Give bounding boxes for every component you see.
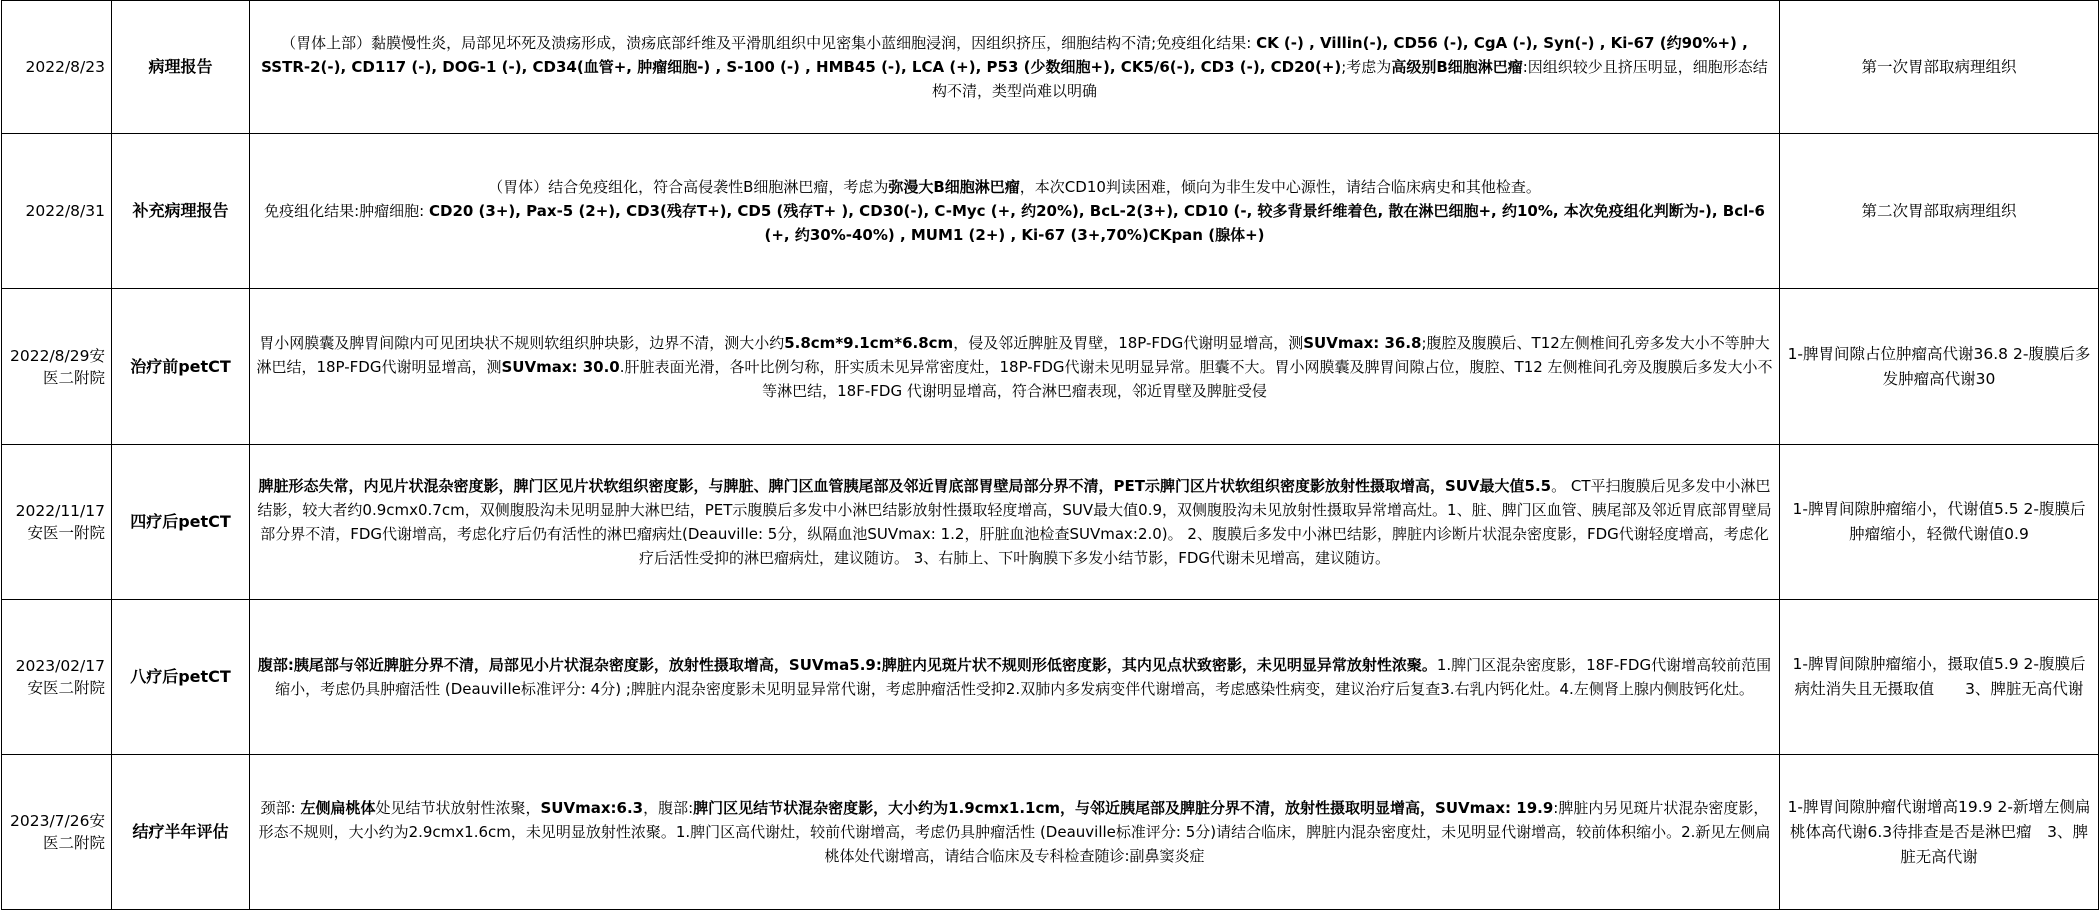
table-row [2,134,2099,289]
bold-text-segment: 高级别B细胞淋巴瘤 [1391,58,1523,76]
row-content [250,289,1780,445]
bold-text-segment: CD20 (3+), Pax-5 (2+), CD3(残存T+), CD5 (残存T+ ), CD30(-), C-Myc (+, 约20%), BcL-2(3+), CD10 (-, 较多背景纤维着色, 散在淋巴细胞+, 约10%, 本次免疫组化判断为-), Bcl-6 (+, 约30%-40%) , MUM1 (2+) , Ki-67 (3+,70%)CKpan (腺体+) [428,202,1765,244]
row-date: 2022/8/23 [2,1,112,134]
row-note: 1-脾胃间隙肿瘤缩小，代谢值5.5 2-腹膜后肿瘤缩小，轻微代谢值0.9 [1780,445,2099,600]
row-date: 2023/7/26安医二附院 [2,755,112,910]
table-row [2,755,2099,910]
row-content [250,755,1780,910]
row-date: 2022/8/29安医二附院 [2,289,112,445]
row-content [250,134,1780,289]
row-note: 第二次胃部取病理组织 [1780,134,2099,289]
table-row [2,600,2099,755]
bold-text-segment: 脾门区见结节状混杂密度影，大小约为1.9cmx1.1cm，与邻近胰尾部及脾脏分界不清，放射性摄取明显增高，SUVmax: 19.9 [693,799,1554,817]
row-note: 第一次胃部取病理组织 [1780,1,2099,134]
text-segment: 处见结节状放射性浓聚， [375,799,541,817]
text-segment: ，侵及邻近脾脏及胃壁，18P-FDG代谢明显增高，测 [953,333,1304,352]
table-row [2,1,2099,134]
text-segment: 颈部: [260,799,301,817]
bold-text-segment: 弥漫大B细胞淋巴瘤 [888,178,1020,196]
row-type: 补充病理报告 [112,134,250,289]
text-segment: :因组织较少且挤压明显，细胞形态结构不清，类型尚难以明确 [931,58,1768,100]
row-type: 结疗半年评估 [112,755,250,910]
text-segment: :脾脏内另见斑片状混杂密度影，形态不规则，大小约为2.9cmx1.6cm，未见明显放射性浓聚。1.脾门区高代谢灶，较前代谢增高，考虑仍具肿瘤活性 (Deauville标准评分: 5分)请结合临床，脾脏内混杂密度灶，未见明显代谢增高，较前体积缩小。2.新见左侧扁桃体处代谢增高，请结合临床及专科检查随诊:副鼻窦炎症 [258,799,1771,865]
text-segment: .肝脏表面光滑，各叶比例匀称，肝实质未见异常密度灶，18P-FDG代谢未见明显异常。胆囊不大。胃小网膜囊及脾胃间隙占位，腹腔、T12 左侧椎间孔旁及腹膜后多发大小不等淋巴结，18F-FDG 代谢明显增高，符合淋巴瘤表现，邻近胃壁及脾脏受侵 [619,357,1773,400]
text-segment: 免疫组化结果:肿瘤细胞: [264,202,429,220]
text-segment: （胃体）结合免疫组化，符合高侵袭性B细胞淋巴瘤，考虑为 [488,178,889,196]
text-segment: ，本次CD10判读困难，倾向为非生发中心源性，请结合临床病史和其他检查。 [1019,178,1541,196]
bold-text-segment: SUVmax:6.3 [540,799,644,817]
row-date: 2022/11/17安医一附院 [2,445,112,600]
text-segment: ;考虑为 [1341,58,1392,76]
row-content [250,1,1780,134]
bold-text-segment: SUVmax: 36.8 [1303,333,1422,352]
bold-text-segment: 5.8cm*9.1cm*6.8cm [784,333,954,352]
row-note: 1-脾胃间隙肿瘤代谢增高19.9 2-新增左侧扁桃体高代谢6.3待排查是否是淋巴瘤 3、脾脏无高代谢 [1780,755,2099,910]
row-type: 治疗前petCT [112,289,250,445]
row-content [250,600,1780,755]
text-segment: ;腹腔及腹膜后、T12左侧椎间孔旁多发大小不等肿大淋巴结，18P-FDG代谢明显增高，测 [256,333,1770,376]
table-row [2,289,2099,445]
row-type: 病理报告 [112,1,250,134]
row-type: 四疗后petCT [112,445,250,600]
row-type: 八疗后petCT [112,600,250,755]
row-note: 1-脾胃间隙肿瘤缩小，摄取值5.9 2-腹膜后病灶消失且无摄取值 3、脾脏无高代谢 [1780,600,2099,755]
text-segment: ，腹部: [643,799,694,817]
medical-record-table [1,0,2099,910]
table-row [2,445,2099,600]
bold-text-segment: 左侧扁桃体 [300,799,376,817]
row-note: 1-脾胃间隙占位肿瘤高代谢36.8 2-腹膜后多发肿瘤高代谢30 [1780,289,2099,445]
text-segment: 。 CT平扫腹膜后见多发中小淋巴结影，较大者约0.9cmx0.7cm，双侧腹股沟未见明显肿大淋巴结，PET示腹膜后多发中小淋巴结影放射性摄取轻度增高，SUV最大值0.9，双侧腹股沟未见放射性摄取异常增高灶。1、脏、脾门区血管、胰尾部及邻近胃底部胃壁局部分界不清，FDG代谢增高，考虑化疗后仍有活性的淋巴瘤病灶(Deauville: 5分，纵隔血池SUVmax: 1.2，肝脏血池检查SUVmax:2.0)。 2、腹膜后多发中小淋巴结影，脾脏内诊断片状混杂密度影，FDG代谢轻度增高，考虑化疗后活性受抑的淋巴瘤病灶，建议随访。 3、右肺上、下叶胸膜下多发小结节影，FDG代谢未见增高，建议随访。 [257,477,1772,567]
row-date: 2022/8/31 [2,134,112,289]
bold-text-segment: 脾脏形态失常，内见片状混杂密度影，脾门区见片状软组织密度影，与脾脏、脾门区血管胰尾部及邻近胃底部胃壁局部分界不清，PET示脾门区片状软组织密度影放射性摄取增高，SUV最大值5.5 [258,477,1552,495]
text-segment: （胃体上部）黏膜慢性炎，局部见坏死及溃疡形成，溃疡底部纤维及平滑肌组织中见密集小蓝细胞浸润，因组织挤压，细胞结构不清;免疫组化结果: [281,34,1257,52]
bold-text-segment: 腹部:胰尾部与邻近脾脏分界不清，局部见小片状混杂密度影，放射性摄取增高，SUVma5.9:脾脏内见斑片状不规则形低密度影，其内见点状致密影，未见明显异常放射性浓聚。 [257,656,1437,674]
row-date: 2023/02/17安医二附院 [2,600,112,755]
row-content [250,445,1780,600]
bold-text-segment: SUVmax: 30.0 [501,357,620,376]
bold-text-segment: CK (-) , Villin(-), CD56 (-), CgA (-), Syn(-) , Ki-67 (约90%+) , SSTR-2(-), CD117 (-), DOG-1 (-), CD34(血管+, 肿瘤细胞-) , S-100 (-) , HMB45 (-), LCA (+), P53 (少数细胞+), CK5/6(-), CD3 (-), CD20(+) [261,34,1748,76]
text-segment: 1.脾门区混杂密度影，18F-FDG代谢增高较前范围缩小，考虑仍具肿瘤活性 (Deauville标准评分: 4分) ;脾脏内混杂密度影未见明显异常代谢，考虑肿瘤活性受抑2.双肺内多发病变伴代谢增高，考虑感染性病变，建议治疗后复查3.右乳内钙化灶。4.左侧肾上腺内侧肢钙化灶。 [275,656,1772,698]
text-segment: 胃小网膜囊及脾胃间隙内可见团块状不规则软组织肿块影，边界不清，测大小约 [259,333,785,352]
